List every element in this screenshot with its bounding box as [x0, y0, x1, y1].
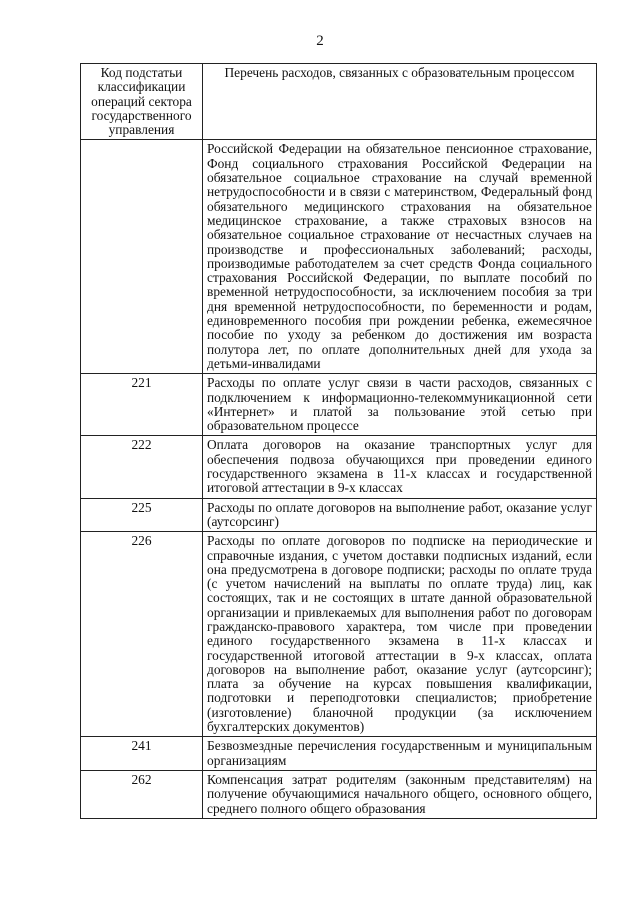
row-description: Расходы по оплате договоров на выполнение работ, оказание услуг (аутсорсинг): [203, 498, 597, 532]
expense-table: [80, 63, 597, 819]
row-code: 262: [81, 770, 203, 818]
row-code: 225: [81, 498, 203, 532]
row-code: 226: [81, 532, 203, 737]
table-header-row: [81, 64, 597, 140]
header-code: Код подстатьи классификации операций сектора государственного управления: [81, 64, 203, 140]
row-description: Расходы по оплате договоров по подписке на периодические и справочные издания, с учетом доставки подписных изданий, если она предусмотрена в договоре подписки; расходы по оплате труда (с учетом начислений на выплаты по оплате труда) лиц, как состоящих, так и не состоящих в штате данной образовательной организации и привлекаемых для выполнения работ по договорам гражданско-правового характера, том числе при проведении единого государственного экзамена в 11-х классах и государственной итоговой аттестации в 9-х классах, оплата договоров на выполнение работ, оказание услуг (аутсорсинг); плата за обучение на курсах повышения квалификации, подготовки и переподготовки специалистов; приобретение (изготовление) бланочной продукции (за исключением бухгалтерских документов): [203, 532, 597, 737]
table-row: [81, 140, 597, 374]
row-description: Безвозмездные перечисления государственным и муниципальным организациям: [203, 737, 597, 771]
row-description: Компенсация затрат родителям (законным представителям) на получение обучающимися начального общего, основного общего, среднего полного общего образования: [203, 770, 597, 818]
page-number: 2: [316, 33, 324, 49]
row-code: [81, 140, 203, 374]
header-description: Перечень расходов, связанных с образовательным процессом: [203, 64, 597, 140]
row-code: 221: [81, 374, 203, 436]
table-row: [81, 532, 597, 737]
table-row: [81, 436, 597, 498]
table-row: [81, 374, 597, 436]
table-row: [81, 498, 597, 532]
row-description: Оплата договоров на оказание транспортных услуг для обеспечения подвоза обучающихся при проведении единого государственного экзамена в 11-х классах и государственной итоговой аттестации в 9-х классах: [203, 436, 597, 498]
table-row: [81, 770, 597, 818]
row-code: 241: [81, 737, 203, 771]
row-description: Расходы по оплате услуг связи в части расходов, связанных с подключением к информационно-телекоммуникационной сети «Интернет» и платой за пользование этой сетью при образовательном процессе: [203, 374, 597, 436]
row-description: Российской Федерации на обязательное пенсионное страхование, Фонд социального страхования Российской Федерации на обязательное социальное страхование на случай временной нетрудоспособности и в связи с материнством, Федеральный фонд обязательного медицинского страхования на обязательное медицинское страхование, а также страховых взносов на обязательное социальное страхование от несчастных случаев на производстве и профессиональных заболеваний; расходы, производимые работодателем за счет средств Фонда социального страхования Российской Федерации, по выплате пособий по временной нетрудоспособности, за исключением пособия за три дня временной нетрудоспособности, по беременности и родам, единовременного пособия при рождении ребенка, ежемесячное пособие по уходу за ребенком до достижения им возраста полутора лет, по оплате дополнительных дней для ухода за детьми-инвалидами: [203, 140, 597, 374]
row-code: 222: [81, 436, 203, 498]
table-row: [81, 737, 597, 771]
